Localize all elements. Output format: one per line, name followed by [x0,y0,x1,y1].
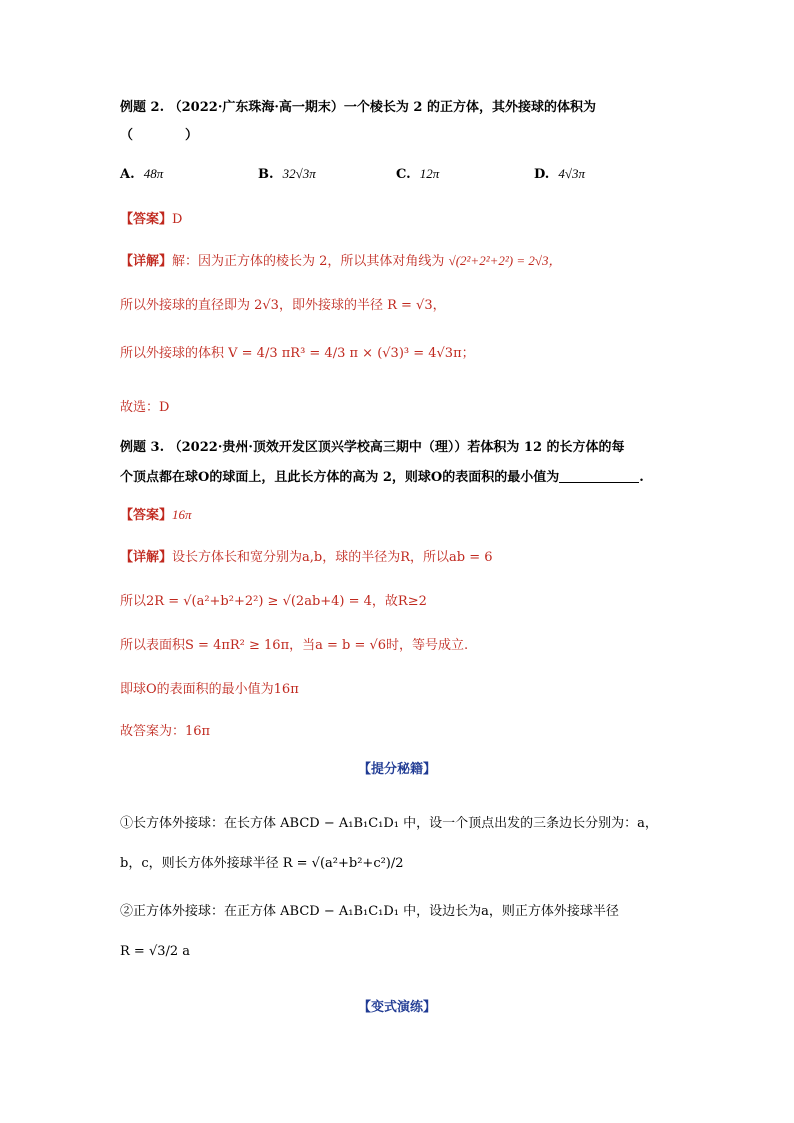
ex3-answer-value: 16π [172,507,192,522]
option-b-label: B. [258,167,274,182]
ex3-question-2: 个顶点都在球O的球面上，且此长方体的高为 2，则球O的表面积的最小值为 [120,470,560,485]
ex2-detail-1-text: 解：因为正方体的棱长为 2，所以其体对角线为 [172,254,445,269]
ex2-question: 一个棱长为 2 的正方体，其外接球的体积为 [343,100,596,115]
ex2-detail-1-math: √(2²+2²+2²) = 2√3， [448,253,562,268]
option-c-value: 12π [419,166,440,181]
option-a-value: 48π [143,166,164,181]
ex3-question-line-1 [120,436,625,455]
ex3-label: 例题 3. [120,440,165,455]
option-d-label: D. [534,167,550,182]
ex3-detail-3: 所以表面积S = 4πR² ≥ 16π，当a = b = √6时，等号成立. [120,638,469,653]
ex3-source: （2022·贵州·顶效开发区顶兴学校高三期中（理）） [168,440,468,455]
detail-tag: 【详解】 [120,254,173,269]
ex2-detail-2: 所以外接球的直径即为 2√3，即外接球的半径 R = √3， [120,298,446,313]
option-d-value: 4√3π [558,166,586,181]
ex3-answer [120,504,192,523]
ex2-detail-3: 所以外接球的体积 V = 4/3 πR³ = 4/3 π × (√3)³ = 4√3π； [120,346,475,361]
ex3-detail-4: 即球O的表面积的最小值为16π [120,682,299,697]
ex2-source: （2022·广东珠海·高一期末） [168,100,344,115]
ex3-detail-1-text: 设长方体长和宽分别为a,b，球的半径为R，所以ab = 6 [172,550,493,565]
tips-item-2-line-2: R = √3/2 a [120,944,191,959]
option-b [258,166,316,182]
ex2-paren: （ ） [120,128,199,143]
tips-item-1-line-2: b，c，则长方体外接球半径 R = √(a²+b²+c²)/2 [120,856,404,871]
ex2-detail-end: 故选：D [120,400,170,415]
tips-item-1-line-1: ①长方体外接球：在长方体 ABCD − A₁B₁C₁D₁ 中，设一个顶点出发的三条边长分别为：a， [120,816,658,831]
ex2-detail-1 [120,250,562,269]
ex2-label: 例题 2. [120,100,165,115]
option-b-value: 32√3π [282,166,316,181]
ex3-detail-1 [120,546,493,565]
ex3-detail-end: 故答案为：16π [120,724,211,739]
answer-blank [559,470,639,483]
answer-tag: 【答案】 [120,212,173,227]
ex3-question-line-2: 个顶点都在球O的球面上，且此长方体的高为 2，则球O的表面积的最小值为 . [120,470,644,485]
ex3-question-1: 若体积为 12 的长方体的每 [467,440,625,455]
ex3-detail-2: 所以2R = √(a²+b²+2²) ≥ √(2ab+4) = 4，故R≥2 [120,594,427,609]
practice-heading: 【变式演练】 [357,1000,436,1015]
tips-heading: 【提分秘籍】 [357,762,436,777]
option-d [534,166,585,182]
option-c [396,166,439,182]
option-c-label: C. [396,167,411,182]
ex2-answer [120,208,182,227]
option-a [120,166,163,182]
ex2-answer-value: D [172,212,183,227]
tips-item-2-line-1: ②正方体外接球：在正方体 ABCD − A₁B₁C₁D₁ 中，设边长为a，则正方体外接球半径 [120,904,619,919]
option-a-label: A. [120,167,135,182]
ex2-question-line [120,96,596,115]
answer-tag: 【答案】 [120,508,173,523]
detail-tag: 【详解】 [120,550,173,565]
